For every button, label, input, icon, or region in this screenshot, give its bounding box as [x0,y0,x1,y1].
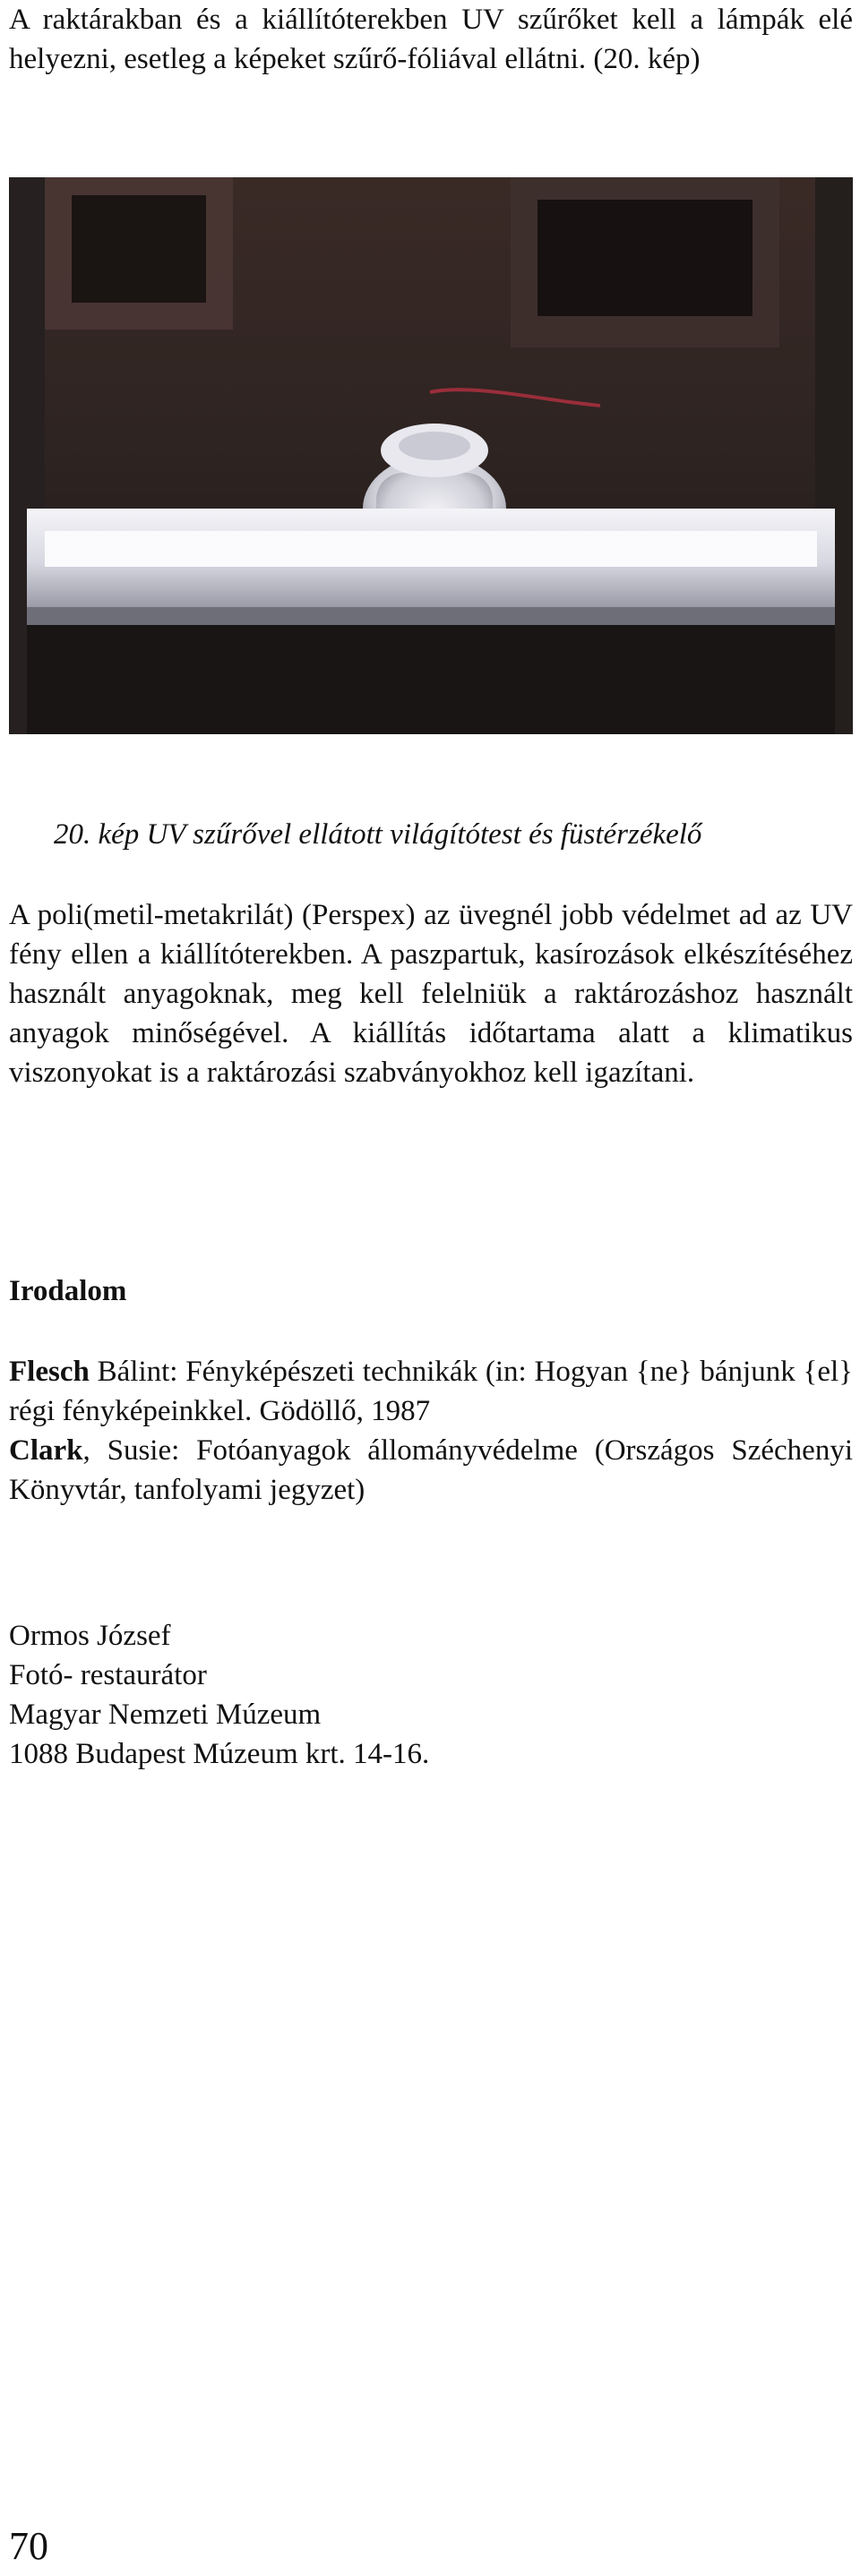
reference-text: Bálint: Fényképészeti technikák (in: Hogyan {ne} bánjunk {el} régi fényképeinkkel. Gödöllő, 1987 [9,1356,853,1427]
references-heading: Irodalom [9,1275,127,1307]
reference-author: Flesch [9,1356,90,1388]
references-list [9,1352,853,1510]
author-institution: Magyar Nemzeti Múzeum [9,1699,322,1731]
reference-author: Clark [9,1434,83,1467]
author-role: Fotó- restaurátor [9,1659,207,1691]
reference-text: , Susie: Fotóanyagok állományvédelme (Országos Széchenyi Könyvtár, tanfolyami jegyzet) [9,1434,853,1506]
author-address: 1088 Budapest Múzeum krt. 14-16. [9,1738,430,1770]
page-number: 70 [9,2524,48,2568]
reference-item [9,1352,853,1431]
reference-item [9,1431,853,1510]
author-block [9,1616,853,1774]
figure-caption: 20. kép UV szűrővel ellátott világítótest és füstérzékelő [54,818,702,851]
author-name: Ormos József [9,1620,171,1652]
body-paragraph: A poli(metil-metakrilát) (Perspex) az üvegnél jobb védelmet ad az UV fény ellen a kiállítóterekben. A paszpartuk, kasírozások elkészítéséhez használt anyagoknak, meg kell felelniük a raktározáshoz használt anyagok minőségével. A kiállítás időtartama alatt a klimatikus viszonyokat is a raktározási szabványokhoz kell igazítani. [9,899,853,1089]
figure-photo [9,177,853,734]
intro-paragraph: A raktárakban és a kiállítóterekben UV szűrőket kell a lámpák elé helyezni, esetleg a képeket szűrő-fóliával ellátni. (20. kép) [9,4,853,75]
